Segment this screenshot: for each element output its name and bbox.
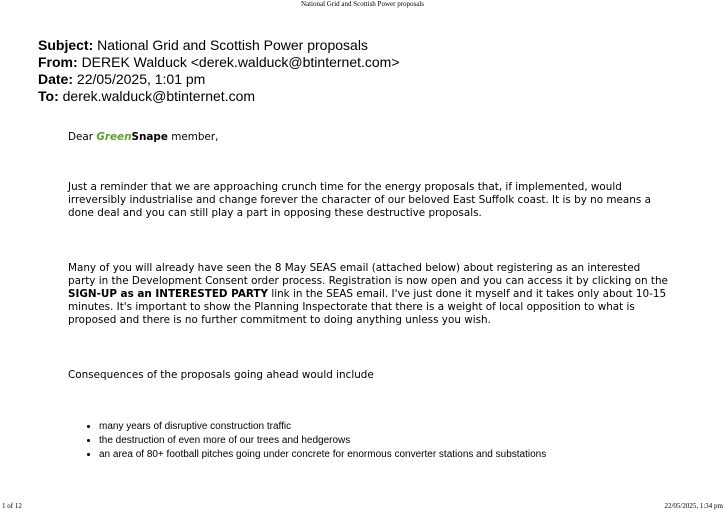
to-value: derek.walduck@btinternet.com <box>62 88 256 104</box>
print-timestamp: 22/05/2025, 1:34 pm <box>664 502 723 510</box>
email-headers <box>38 37 400 105</box>
consequences-list <box>80 420 546 462</box>
subject-row <box>38 37 400 54</box>
list-item: • an area of 80+ football pitches going under concrete for enormous converter stations and substations <box>99 448 546 462</box>
greeting-post: member, <box>167 131 219 143</box>
from-row <box>38 54 400 71</box>
brand-green-text: Green <box>96 131 132 143</box>
subject-label: Subject: <box>38 37 94 53</box>
from-label: From: <box>38 54 78 70</box>
greeting-pre: Dear <box>68 131 97 143</box>
to-row <box>38 88 400 105</box>
paragraph-consequences-intro: Consequences of the proposals going ahead would include <box>68 369 374 381</box>
paragraph-reminder: Just a reminder that we are approaching crunch time for the energy proposals that, if implemented, would irreversibly industrialise and change forever the character of our beloved East Suffolk coast. It is by no means a done deal and you can still play a part in opposing these destructive proposals. <box>68 181 651 219</box>
print-header-title: National Grid and Scottish Power proposals <box>300 0 425 8</box>
date-label: Date: <box>38 71 74 87</box>
paragraph-registration-text-b: link in the SEAS email. I've just done it myself and it takes only about 10-15 minutes. It's important to show the Planning Inspectorate that there is a weight of local opposition to what is proposed and there is no further commitment to doing anything unless you wish. <box>68 288 667 326</box>
paragraph-registration-text-a: Many of you will already have seen the 8 May SEAS email (attached below) about registering as an interested party in the Development Consent order process. Registration is now open and you can access it by clicking on the <box>68 262 668 287</box>
date-row <box>38 71 400 88</box>
paragraph-registration <box>68 262 668 327</box>
from-value: DEREK Walduck <derek.walduck@btinternet.com> <box>81 54 400 70</box>
greeting <box>68 131 668 144</box>
list-item: • the destruction of even more of our trees and hedgerows <box>99 434 546 448</box>
subject-value: National Grid and Scottish Power proposals <box>97 37 368 53</box>
brand-bold-text: Snape <box>131 131 168 143</box>
to-label: To: <box>38 88 59 104</box>
date-value: 22/05/2025, 1:01 pm <box>76 71 206 87</box>
list-item: • many years of disruptive construction traffic <box>99 420 546 434</box>
signup-link-text: SIGN-UP as an INTERESTED PARTY <box>68 288 269 300</box>
page-number: 1 of 12 <box>2 502 22 510</box>
